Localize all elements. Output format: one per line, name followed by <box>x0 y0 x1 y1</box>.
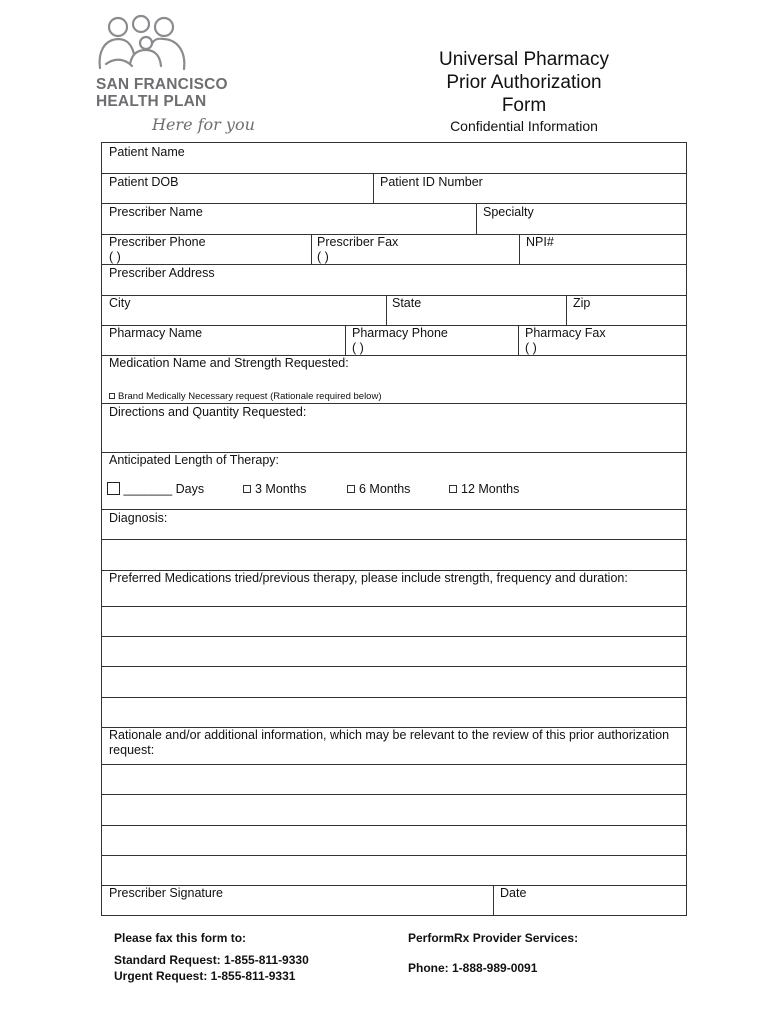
specialty-label: Specialty <box>483 205 534 219</box>
row-divider <box>102 403 686 404</box>
pharmacy-phone-parens: ( ) <box>352 341 364 355</box>
prescriber-phone-label: Prescriber Phone <box>109 235 206 249</box>
signature-label: Prescriber Signature <box>109 886 223 900</box>
row-divider <box>102 606 686 607</box>
preferred-medications-label: Preferred Medications tried/previous therapy, please include strength, frequency and duration: <box>109 571 628 585</box>
authorization-form <box>101 142 687 916</box>
twelve-months-checkbox[interactable] <box>449 485 457 493</box>
npi-label: NPI# <box>526 235 554 249</box>
city-label: City <box>109 296 131 310</box>
days-option[interactable] <box>107 482 204 496</box>
three-months-label: 3 Months <box>255 482 307 496</box>
form-title <box>404 48 644 117</box>
row-divider <box>102 203 686 204</box>
row-divider <box>102 173 686 174</box>
fax-heading: Please fax this form to: <box>114 931 247 945</box>
therapy-length-label: Anticipated Length of Therapy: <box>109 453 280 467</box>
days-checkbox[interactable] <box>107 482 120 495</box>
three-months-checkbox[interactable] <box>243 485 251 493</box>
three-months-option[interactable] <box>243 482 306 496</box>
col-divider <box>386 295 387 325</box>
prescriber-fax-label: Prescriber Fax <box>317 235 399 249</box>
twelve-months-option[interactable] <box>449 482 519 496</box>
row-divider <box>102 539 686 540</box>
row-divider <box>102 264 686 265</box>
row-divider <box>102 666 686 667</box>
col-divider <box>519 234 520 264</box>
row-divider <box>102 825 686 826</box>
row-divider <box>102 764 686 765</box>
brand-checkbox[interactable] <box>109 393 115 399</box>
pharmacy-fax-label: Pharmacy Fax <box>525 326 606 340</box>
brand-necessary-option[interactable] <box>109 391 382 402</box>
col-divider <box>373 173 374 203</box>
urgent-request: Urgent Request: 1-855-811-9331 <box>114 969 296 983</box>
zip-label: Zip <box>573 296 591 310</box>
days-label: _______ Days <box>123 482 205 496</box>
services-phone: Phone: 1-888-989-0091 <box>408 961 538 975</box>
twelve-months-label: 12 Months <box>461 482 520 496</box>
pharmacy-name-label: Pharmacy Name <box>109 326 203 340</box>
rationale-label-line2: request: <box>109 743 155 757</box>
row-divider <box>102 855 686 856</box>
family-figures-icon <box>94 14 198 72</box>
pharmacy-phone-label: Pharmacy Phone <box>352 326 448 340</box>
col-divider <box>566 295 567 325</box>
org-name-line2: HEALTH PLAN <box>96 93 207 110</box>
directions-label: Directions and Quantity Requested: <box>109 405 307 419</box>
row-divider <box>102 794 686 795</box>
brand-note-label: Brand Medically Necessary request (Rationale required below) <box>118 391 382 402</box>
col-divider <box>345 325 346 355</box>
row-divider <box>102 697 686 698</box>
row-divider <box>102 636 686 637</box>
title-line2: Prior Authorization <box>446 72 602 93</box>
prescriber-address-label: Prescriber Address <box>109 266 215 280</box>
diagnosis-label: Diagnosis: <box>109 511 168 525</box>
row-divider <box>102 509 686 510</box>
prescriber-fax-parens: ( ) <box>317 250 329 264</box>
title-line1: Universal Pharmacy <box>439 49 609 70</box>
standard-request: Standard Request: 1-855-811-9330 <box>114 953 309 967</box>
col-divider <box>311 234 312 264</box>
state-label: State <box>392 296 422 310</box>
col-divider <box>476 203 477 234</box>
date-label: Date <box>500 886 527 900</box>
six-months-option[interactable] <box>347 482 410 496</box>
services-heading: PerformRx Provider Services: <box>408 931 579 945</box>
prescriber-phone-parens: ( ) <box>109 250 121 264</box>
six-months-label: 6 Months <box>359 482 411 496</box>
patient-id-label: Patient ID Number <box>380 175 483 189</box>
sfhp-logo <box>92 14 255 138</box>
col-divider <box>518 325 519 355</box>
prescriber-name-label: Prescriber Name <box>109 205 203 219</box>
tagline: Here for you <box>152 115 255 134</box>
six-months-checkbox[interactable] <box>347 485 355 493</box>
title-line3: Form <box>501 95 547 116</box>
org-name-line1: SAN FRANCISCO <box>96 76 228 93</box>
col-divider <box>493 885 494 916</box>
confidential-label: Confidential Information <box>450 118 598 134</box>
patient-dob-label: Patient DOB <box>109 175 179 189</box>
patient-name-label: Patient Name <box>109 145 185 159</box>
medication-label: Medication Name and Strength Requested: <box>109 356 349 370</box>
rationale-label-line1: Rationale and/or additional information, which may be relevant to the review of this prior authorization <box>109 728 670 742</box>
pharmacy-fax-parens: ( ) <box>525 341 537 355</box>
